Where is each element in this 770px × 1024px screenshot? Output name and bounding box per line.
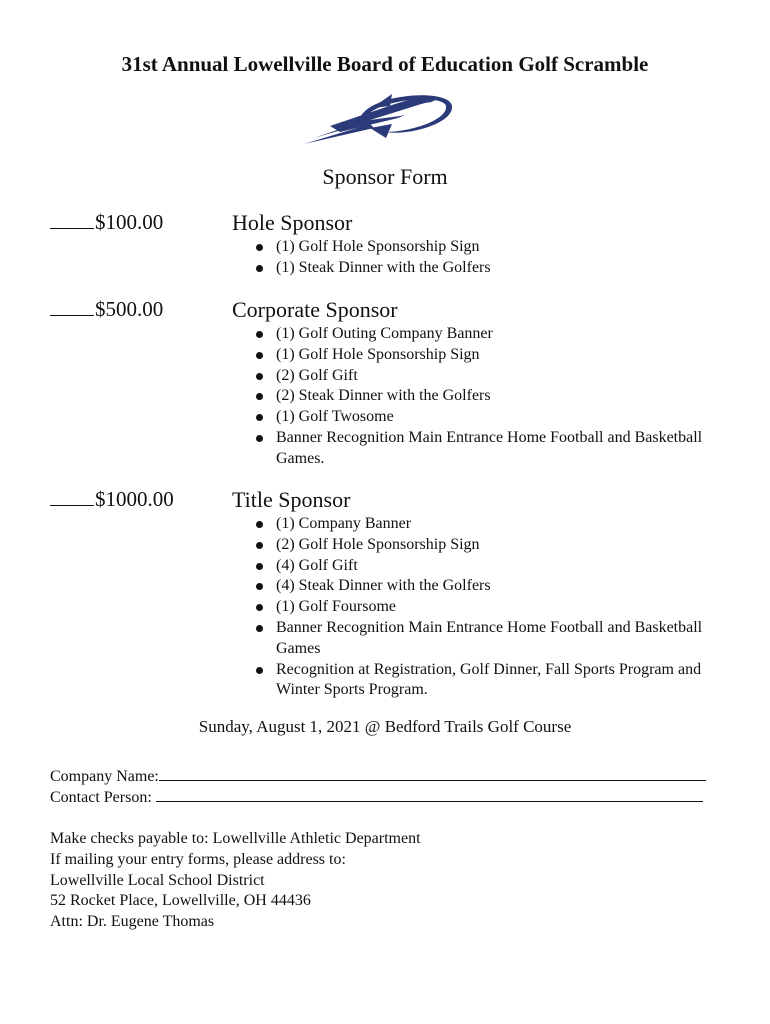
bullet-icon <box>256 583 263 590</box>
list-item: (4) Steak Dinner with the Golfers <box>254 576 724 597</box>
list-item: (1) Golf Twosome <box>254 407 724 428</box>
checkbox-blank[interactable] <box>50 210 94 229</box>
list-item: Banner Recognition Main Entrance Home Football and Basketball Games. <box>254 428 724 470</box>
bullet-icon <box>256 625 263 632</box>
tier-name: Hole Sponsor <box>232 210 353 235</box>
bullet-icon <box>256 521 263 528</box>
tier-price: $500.00 <box>50 297 163 322</box>
list-item: (2) Golf Hole Sponsorship Sign <box>254 535 724 556</box>
company-name-field[interactable] <box>159 766 706 781</box>
contact-person-row <box>50 787 706 808</box>
bullet-icon <box>256 604 263 611</box>
bullet-icon <box>256 542 263 549</box>
bullet-icon <box>256 265 263 272</box>
contact-person-field[interactable] <box>156 787 703 802</box>
contact-person-label: Contact Person: <box>50 789 152 806</box>
tier-price: $1000.00 <box>50 487 174 512</box>
benefit-list <box>254 237 724 279</box>
company-name-row <box>50 766 706 787</box>
form-title: Sponsor Form <box>322 164 448 189</box>
mailing-instructions <box>50 829 421 933</box>
benefit-list <box>254 324 724 470</box>
tier-name: Corporate Sponsor <box>232 297 398 322</box>
company-name-label: Company Name: <box>50 768 159 785</box>
bullet-icon <box>256 667 263 674</box>
list-item: (2) Golf Gift <box>254 366 724 387</box>
bullet-icon <box>256 331 263 338</box>
bullet-icon <box>256 373 263 380</box>
list-item: (4) Golf Gift <box>254 556 724 577</box>
bullet-icon <box>256 352 263 359</box>
bullet-icon <box>256 563 263 570</box>
payable-line: Make checks payable to: Lowellville Athletic Department <box>50 830 421 847</box>
address-attn-line: Attn: Dr. Eugene Thomas <box>50 913 215 931</box>
rocket-logo-icon <box>300 88 460 146</box>
bullet-icon <box>256 244 263 251</box>
list-item: Recognition at Registration, Golf Dinner, Fall Sports Program and Winter Sports Program. <box>254 660 724 702</box>
event-details: Sunday, August 1, 2021 @ Bedford Trails Golf Course <box>198 717 572 736</box>
address-name-line: Lowellville Local School District <box>50 871 265 889</box>
list-item: (2) Steak Dinner with the Golfers <box>254 386 724 407</box>
bullet-icon <box>256 435 263 442</box>
list-item: (1) Golf Outing Company Banner <box>254 324 724 345</box>
list-item: (1) Steak Dinner with the Golfers <box>254 258 724 279</box>
list-item: (1) Golf Hole Sponsorship Sign <box>254 237 724 258</box>
contact-fields <box>50 766 706 808</box>
tier-name: Title Sponsor <box>232 487 351 512</box>
tier-price: $100.00 <box>50 210 163 235</box>
checkbox-blank[interactable] <box>50 297 94 316</box>
bullet-icon <box>256 393 263 400</box>
checkbox-blank[interactable] <box>50 487 94 506</box>
benefit-list <box>254 514 724 701</box>
list-item: Banner Recognition Main Entrance Home Football and Basketball Games <box>254 618 724 660</box>
document-title: 31st Annual Lowellville Board of Education Golf Scramble <box>121 52 649 76</box>
list-item: (1) Company Banner <box>254 514 724 535</box>
mailing-intro-line: If mailing your entry forms, please address to: <box>50 850 346 868</box>
address-street-line: 52 Rocket Place, Lowellville, OH 44436 <box>50 892 311 910</box>
bullet-icon <box>256 414 263 421</box>
list-item: (1) Golf Foursome <box>254 597 724 618</box>
list-item: (1) Golf Hole Sponsorship Sign <box>254 345 724 366</box>
